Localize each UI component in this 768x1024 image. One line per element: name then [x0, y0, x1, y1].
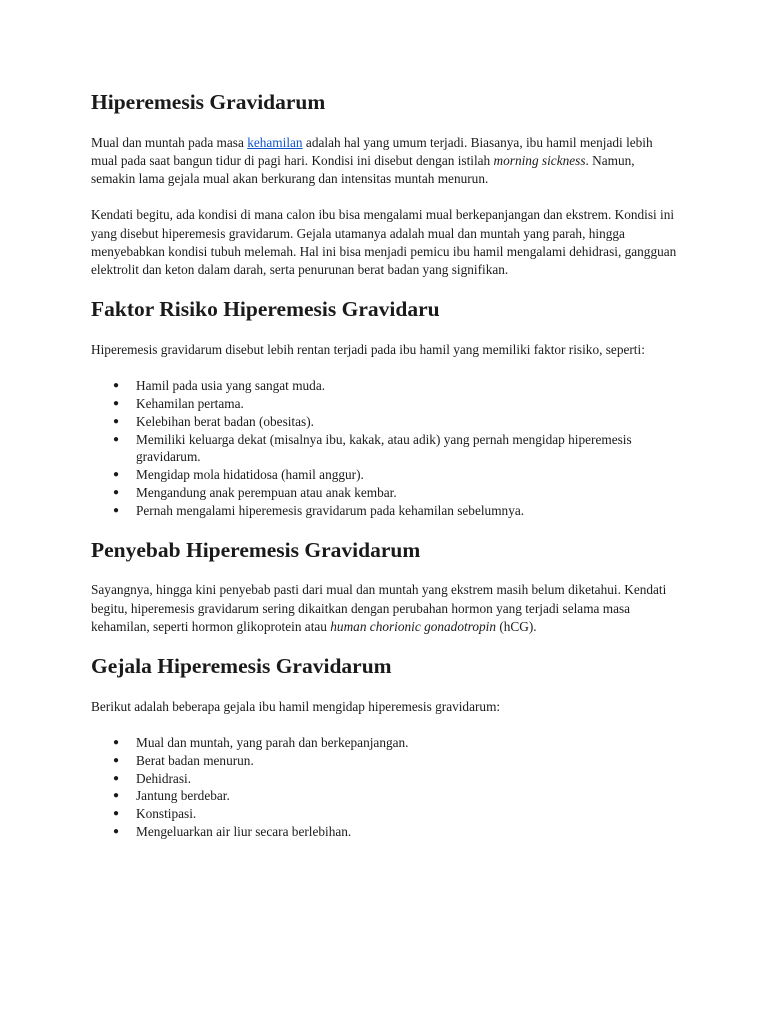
list-item: [113, 466, 681, 484]
italic-term: morning sickness: [493, 153, 586, 168]
bullet-icon: ●: [113, 754, 120, 766]
kehamilan-link[interactable]: kehamilan: [247, 134, 303, 150]
bullet-icon: ●: [113, 808, 120, 820]
list-item: [113, 413, 681, 431]
list-item: [113, 502, 681, 520]
section-overview: [91, 90, 681, 279]
bullet-icon: ●: [113, 469, 120, 481]
bullet-icon: ●: [113, 415, 120, 427]
bullet-icon: ●: [113, 737, 120, 748]
list-item: [113, 395, 681, 413]
bullet-list: [91, 377, 681, 519]
section-heading: Gejala Hiperemesis Gravidarum: [91, 654, 392, 678]
list-item: [113, 431, 681, 467]
list-item: [113, 377, 681, 395]
list-item-text: Konstipasi.: [136, 806, 197, 822]
section-heading: Hiperemesis Gravidarum: [91, 90, 326, 114]
italic-term: human chorionic gonadotropin: [330, 618, 496, 634]
bullet-icon: ●: [113, 380, 120, 392]
bullet-icon: ●: [113, 772, 120, 784]
paragraph: [91, 581, 681, 636]
paragraph: [91, 134, 681, 189]
list-item: [113, 752, 681, 770]
bullet-icon: ●: [113, 487, 120, 498]
list-item-text: Dehidrasi.: [136, 770, 192, 786]
list-item-text: Berat badan menurun.: [136, 752, 254, 768]
paragraph-text: (hCG).: [496, 618, 537, 634]
list-item-text: Pernah mengalami hiperemesis gravidarum pada kehamilan sebelumnya.: [136, 502, 525, 518]
bullet-icon: ●: [113, 825, 120, 837]
list-item: [113, 805, 681, 823]
bullet-list: [91, 734, 681, 841]
list-item-text: Memiliki keluarga dekat (misalnya ibu, kakak, atau adik) yang pernah mengidap hiperemesis gravidarum.: [136, 431, 632, 465]
bullet-icon: ●: [113, 504, 120, 516]
bullet-icon: ●: [113, 433, 120, 445]
list-item-text: Mengeluarkan air liur secara berlebihan.: [136, 823, 352, 839]
paragraph: Berikut adalah beberapa gejala ibu hamil mengidap hiperemesis gravidarum:: [91, 698, 501, 714]
bullet-icon: ●: [113, 790, 120, 802]
list-item-text: Kehamilan pertama.: [136, 396, 244, 412]
list-item-text: Hamil pada usia yang sangat muda.: [136, 378, 326, 394]
section-risk-factors: [91, 297, 681, 519]
section-symptoms: [91, 654, 681, 841]
list-item: [113, 484, 681, 502]
section-heading: Penyebab Hiperemesis Gravidarum: [91, 537, 421, 562]
list-item-text: Mual dan muntah, yang parah dan berkepanjangan.: [136, 735, 409, 750]
list-item: [113, 823, 681, 841]
paragraph-text: adalah hal yang umum terjadi. Biasanya, ibu hamil menjadi lebih mual pada saat bangun tidur di pagi hari. Kondisi ini disebut dengan istilah: [91, 134, 653, 168]
list-item: [113, 787, 681, 805]
section-heading: Faktor Risiko Hiperemesis Gravidaru: [91, 297, 440, 322]
list-item: [113, 770, 681, 788]
bullet-icon: ●: [113, 398, 120, 410]
paragraph-text: . Namun, semakin lama gejala mual akan berkurang dan intensitas muntah menurun.: [91, 153, 635, 187]
list-item-text: Jantung berdebar.: [136, 788, 230, 804]
list-item-text: Mengidap mola hidatidosa (hamil anggur).: [136, 467, 364, 483]
paragraph: Hiperemesis gravidarum disebut lebih rentan terjadi pada ibu hamil yang memiliki faktor risiko, seperti:: [91, 342, 645, 358]
list-item-text: Kelebihan berat badan (obesitas).: [136, 413, 314, 429]
list-item: [113, 734, 681, 752]
document-page: [91, 90, 681, 859]
paragraph: Kendati begitu, ada kondisi di mana calon ibu bisa mengalami mual berkepanjangan dan ekstrem. Kondisi ini yang disebut hiperemesis gravidarum. Gejala utamanya adalah mual dan muntah yang parah, hingga menyebabkan kondisi tubuh melemah. Hal ini bisa menjadi pemicu ibu hamil mengalami dehidrasi, gangguan elektrolit dan keton dalam darah, serta penurunan berat badan yang signifikan.: [91, 207, 677, 278]
paragraph-text: Mual dan muntah pada masa: [91, 134, 248, 150]
list-item-text: Mengandung anak perempuan atau anak kembar.: [136, 485, 397, 500]
paragraph-text: Sayangnya, hingga kini penyebab pasti dari mual dan muntah yang ekstrem masih belum diketahui. Kendati begitu, hiperemesis gravidarum sering dikaitkan dengan perubahan hormon yang terjadi selama masa kehamilan, seperti hormon glikoprotein atau: [91, 582, 667, 634]
section-causes: [91, 538, 681, 636]
